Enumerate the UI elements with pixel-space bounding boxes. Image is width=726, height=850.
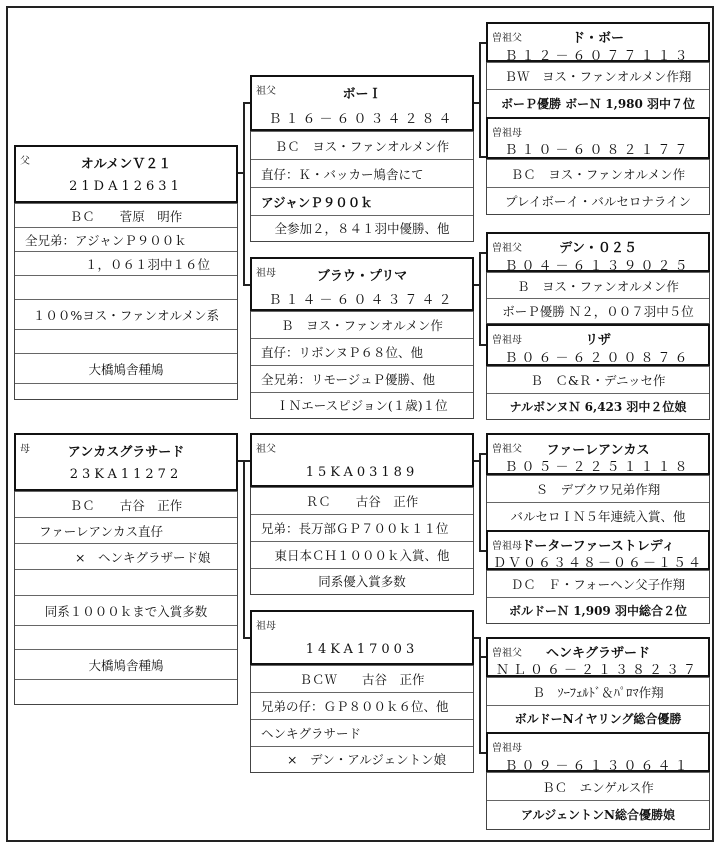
gg-row-1b: ボーＰ優勝 ボーＮ 1,980 羽中７位 [487,89,709,116]
connector-line [479,344,486,346]
sire-role: 父 [20,156,30,167]
sire-dam-row-2: 直仔：リボンヌＰ６８位、他 [251,338,473,365]
gg-row-6a: ＤＣ Ｆ・フォーヘン父子作翔 [487,570,709,597]
dam-row-2: ファーレアンカス直仔 [15,517,237,543]
connector-line [479,752,486,754]
sire-row-1: ＢＣ 菅原 明作 [15,203,237,227]
connector-line [243,637,250,639]
sire-row-3: １，０６１羽中１６位 [15,251,237,275]
gg-role-8: 曽祖母 [492,743,522,754]
dam-row-5: 同系１０００ｋまで入賞多数 [15,595,237,625]
connector-line [243,102,250,104]
dam-row-7: 大橋鳩舎種鳩 [15,649,237,679]
gg-header-7 [486,637,710,677]
sire-dam-role: 祖母 [256,268,276,279]
gg-reg-2: Ｂ１０－６０８２１７７ [504,143,692,158]
gg-header-1 [486,22,710,62]
dam-dam-row-1: ＢＣＷ 古谷 正作 [251,665,473,692]
gg-row-3b: ボーＰ優勝 Ｎ２，００７羽中５位 [487,298,709,323]
sire-sire-row-2: 直仔：Ｋ・バッカー鳩舎にて [251,159,473,187]
gg-card-3 [486,232,710,324]
gg-reg-6: ＤＶ０６３４８－０６－１５４ [492,556,703,571]
sire-dam-card [250,257,474,419]
gg-name-3: デン・０２５ [559,241,637,256]
gg-name-4: リザ [585,333,611,348]
sire-sire-reg: Ｂ１６－６０３４２８４ [268,112,456,127]
gg-row-5a: Ｓ デブクワ兄弟作翔 [487,475,709,502]
gg-card-1 [486,22,710,118]
dam-header [14,433,238,491]
sire-dam-row-4: ＩＮエースピジョン(１歳)１位 [251,392,473,417]
connector-line [479,252,486,254]
gg-row-4a: Ｂ Ｃ&Ｒ・デニッセ作 [487,366,709,393]
sire-row-4 [15,275,237,299]
dam-dam-card [250,610,474,773]
gg-name-1: ド・ボー [571,31,624,46]
connector-line [243,460,250,462]
connector-line [479,550,486,552]
gg-header-6 [486,530,710,570]
connector-line [479,637,481,753]
sire-row-8 [15,383,237,399]
gg-row-2a: ＢＣ ヨス・ファンオルメン作 [487,159,709,187]
dam-name: アンカスグラサード [67,445,185,460]
gg-role-5: 曽祖父 [492,444,522,455]
dam-sire-row-4: 同系優入賞多数 [251,568,473,593]
dam-sire-row-3: 東日本ＣＨ１０００ｋ入賞、他 [251,541,473,568]
dam-sire-row-2: 兄弟：長万部ＧＰ７００ｋ１１位 [251,514,473,541]
gg-header-3 [486,232,710,272]
dam-role: 母 [20,444,30,455]
gg-row-8b: アルジェントンN総合優勝娘 [487,800,709,828]
sire-reg: 21DA12631 [69,179,183,194]
gg-reg-3: Ｂ０４－６１３９０２５ [504,259,692,274]
gg-reg-4: Ｂ０６－６２００８７６ [504,351,692,366]
gg-row-6b: ボルドーＮ 1,909 羽中総合２位 [487,597,709,622]
connector-line [243,284,250,286]
gg-reg-1: Ｂ１２－６０７７１１３ [504,49,692,64]
connector-line [479,252,481,345]
sire-header [14,145,238,203]
sire-dam-row-1: Ｂ ヨス・ファンオルメン作 [251,311,473,338]
sire-row-7: 大橋鳩舎種鳩 [15,353,237,383]
sire-row-2: 全兄弟：アジャンＰ９００ｋ [15,227,237,251]
dam-dam-reg: 14KA17003 [305,642,419,657]
gg-row-1a: ＢＷ ヨス・ファンオルメン作翔 [487,62,709,89]
sire-sire-name: ボーＩ [342,87,382,102]
connector-line [243,460,245,638]
dam-dam-role: 祖母 [256,621,276,632]
gg-header-4 [486,324,710,366]
dam-sire-card [250,433,474,595]
connector-line [479,156,486,158]
gg-name-5: ファーレアンカス [546,443,650,458]
dam-dam-row-3: ヘンキグラサード [251,719,473,746]
gg-role-4: 曽祖母 [492,335,522,346]
gg-card-6 [486,530,710,624]
dam-dam-header [250,610,474,665]
gg-reg-8: Ｂ０９－６１３０６４１ [504,759,692,774]
gg-card-7 [486,637,710,733]
gg-header-2 [486,117,710,159]
sire-sire-header [250,75,474,131]
sire-dam-name: ブラウ・プリマ [316,269,408,284]
gg-role-1: 曽祖父 [492,33,522,44]
dam-row-8 [15,679,237,703]
gg-card-5 [486,433,710,531]
gg-row-5b: バルセロＩＮ５年連続入賞、他 [487,502,709,529]
connector-line [479,453,486,455]
gg-row-7b: ボルドーNイヤリング総合優勝 [487,705,709,731]
connector-line [243,102,245,285]
gg-header-8 [486,732,710,772]
gg-role-2: 曽祖母 [492,128,522,139]
sire-row-5: １００%ヨス・ファンオルメン系 [15,299,237,329]
gg-reg-5: Ｂ０５－２２５１１１８ [504,460,692,475]
dam-row-6 [15,625,237,649]
connector-line [479,453,481,551]
dam-sire-role: 祖父 [256,444,276,455]
gg-row-3a: Ｂ ヨス・ファンオルメン作 [487,272,709,298]
gg-role-7: 曽祖父 [492,648,522,659]
gg-card-2 [486,117,710,215]
gg-role-3: 曽祖父 [492,243,522,254]
sire-row-6 [15,329,237,353]
gg-card-8 [486,732,710,830]
gg-reg-7: ＮＬ０６－２１３８２３７ [495,663,700,678]
sire-sire-role: 祖父 [256,86,276,97]
connector-line [479,42,486,44]
dam-row-1: ＢＣ 古谷 正作 [15,491,237,517]
dam-sire-row-1: ＲＣ 古谷 正作 [251,487,473,514]
connector-line [479,42,481,157]
dam-dam-row-4: × デン・アルジェントン娘 [251,746,473,771]
sire-sire-row-1: ＢＣ ヨス・ファンオルメン作 [251,131,473,159]
dam-card [14,433,238,705]
dam-sire-header [250,433,474,487]
dam-dam-row-2: 兄弟の仔：ＧＰ８００ｋ６位、他 [251,692,473,719]
sire-dam-row-3: 全兄弟：リモージュＰ優勝、他 [251,365,473,392]
sire-sire-row-4: 全参加２，８４１羽中優勝、他 [251,215,473,240]
sire-card [14,145,238,400]
sire-name: オルメンＶ２１ [80,157,172,172]
sire-dam-header [250,257,474,311]
gg-row-2b: プレイボーイ・バルセロナライン [487,187,709,214]
dam-reg: 23KA11272 [69,467,183,482]
gg-row-8a: ＢＣ エンゲルス作 [487,772,709,800]
sire-sire-card [250,75,474,242]
sire-sire-row-3: アジャンＰ９００ｋ [251,187,473,215]
dam-row-4 [15,569,237,595]
gg-header-5 [486,433,710,475]
gg-card-4 [486,324,710,420]
sire-dam-reg: Ｂ１４－６０４３７４２ [268,293,456,308]
gg-name-6: ドーターファーストレディ [521,539,675,554]
gg-role-6: 曽祖母 [492,541,522,552]
dam-row-3: × ヘンキグラザード娘 [15,543,237,569]
connector-line [479,656,486,658]
gg-row-4b: ナルボンヌＮ 6,423 羽中２位娘 [487,393,709,419]
gg-name-7: ヘンキグラザード [545,646,650,661]
dam-sire-reg: 15KA03189 [305,465,419,480]
gg-row-7a: Ｂ ｿｰﾌｪﾙﾄﾞ＆ﾊﾟﾛﾏ作翔 [487,677,709,705]
